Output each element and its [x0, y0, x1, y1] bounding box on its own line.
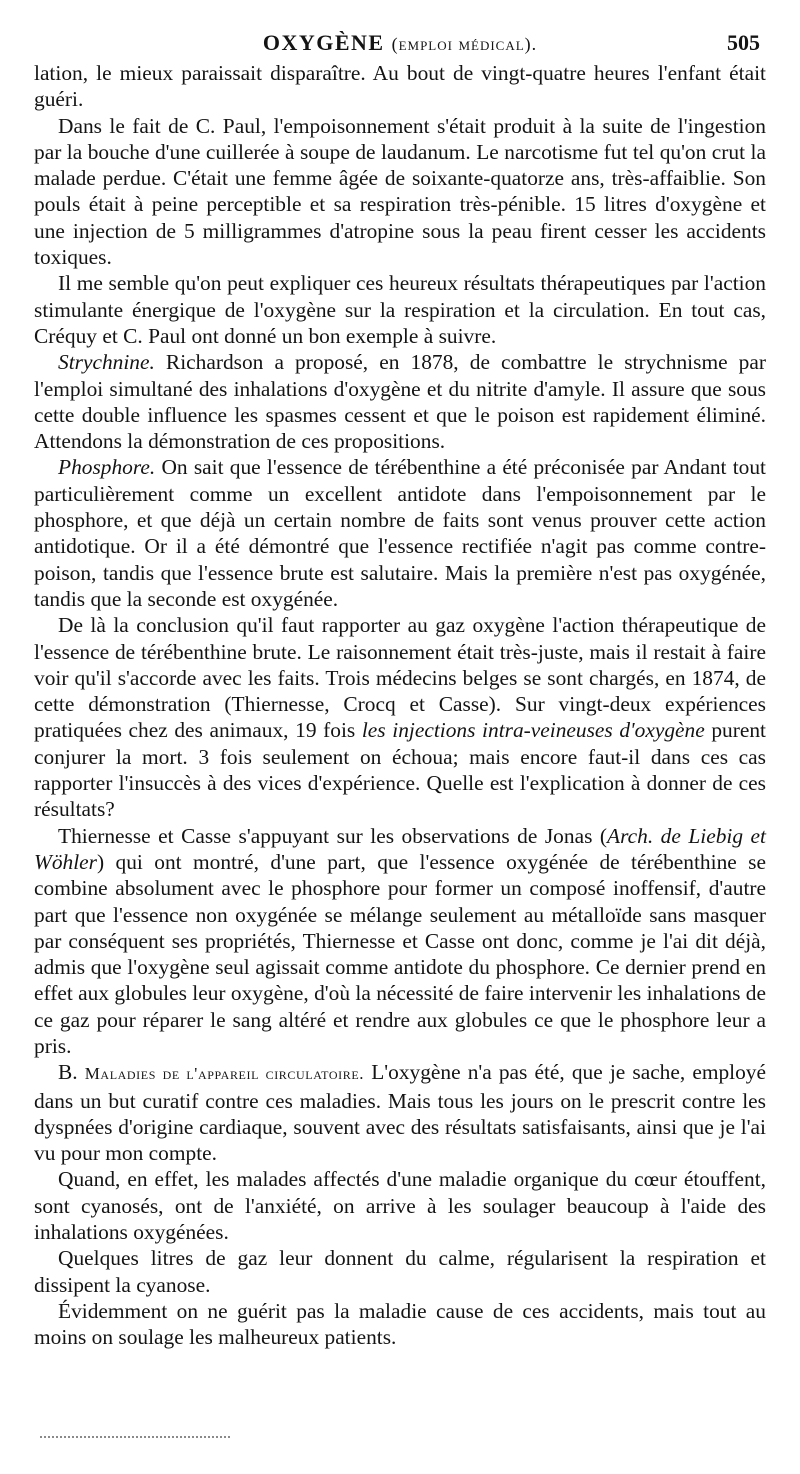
running-title-main: OXYGÈNE	[262, 30, 385, 55]
paragraph	[34, 612, 766, 822]
text-run: Thiernesse et Casse s'appuyant sur les observations de Jonas (	[58, 823, 608, 848]
text-run: lation, le mieux paraissait disparaître. Au bout de vingt-quatre heures l'enfant était guéri.	[34, 61, 766, 112]
paragraph	[34, 1298, 766, 1351]
paragraph	[34, 454, 766, 612]
text-run: ) qui ont montré, d'une part, que l'essence oxygénée de térébenthine se combine absolument avec le phosphore pour former un composé inoffensif, d'autre part que l'essence non oxygénée se mélange seulement au métalloïde sans masquer par conséquent ses propriétés, Thiernesse et Casse ont donc, comme je l'ai dit déjà, admis que l'oxygène seul agissait comme antidote du phosphore. Ce dernier prend en effet aux globules leur oxygène, d'où la nécessité de faire intervenir les inhalations de ce gaz pour réparer le sang altéré et rendre aux globules ce que le phosphore leur a pris.	[34, 849, 766, 1058]
italic-text: Arch. de Liebig et Wöhler	[34, 823, 766, 874]
footer-rule	[40, 1436, 230, 1438]
text-run: Dans le fait de C. Paul, l'empoisonnement s'était produit à la suite de l'ingestion par la bouche d'une cuillerée à soupe de laudanum. Le narcotisme fut tel qu'on crut la malade perdue. C'était une femme âgée de soixante-quatorze ans, très-affaiblie. Son pouls était à peine perceptible et sa respiration très-pénible. 15 litres d'oxygène et une injection de 5 milligrammes d'atropine sous la peau firent cesser les accidents toxiques.	[34, 113, 766, 270]
text-run: L'oxygène n'a pas été, que je sache, employé dans un but curatif contre ces maladies. Mais tous les jours on le prescrit contre les dyspnées d'origine cardiaque, souvent avec des résultats satisfaisants, ainsi que je l'ai vu pour mon compte.	[34, 1060, 766, 1166]
italic-text: Strychnine.	[58, 350, 155, 375]
text-run: On sait que l'essence de térébenthine a été préconisée par Andant tout particulièrement comme un excellent antidote dans l'empoisonnement par le phosphore, et que déjà un certain nombre de faits sont venus prouver cette action antidotique. Or il a été démontré que l'essence rectifiée n'agit pas comme contre-poison, tandis que l'essence brute est salutaire. Mais la première n'est pas oxygénée, tandis que la seconde est oxygénée.	[34, 455, 766, 611]
text-run: purent conjurer la mort. 3 fois seulement on échoua; mais encore faut-il dans ces cas rapporter l'insuccès à des vices d'expérience. Quelle est l'explication à donner de ces résultats?	[34, 718, 766, 822]
paragraph	[34, 349, 766, 454]
paragraph	[34, 60, 766, 113]
paragraph	[34, 1059, 766, 1166]
running-title-subtitle: (emploi médical).	[391, 34, 538, 54]
running-head	[34, 26, 766, 60]
paragraph	[34, 823, 766, 1060]
paragraph	[34, 1245, 766, 1298]
book-page	[34, 26, 766, 1351]
running-title	[34, 30, 766, 56]
paragraph	[34, 270, 766, 349]
text-run: Quand, en effet, les malades affectés d'une maladie organique du cœur étouffent, sont cyanosés, ont de l'anxiété, on arrive à les soulager beaucoup à l'aide des inhalations oxygénées.	[34, 1167, 766, 1245]
body-text	[34, 60, 766, 1351]
text-run: B.	[58, 1060, 85, 1085]
text-run: Richardson a proposé, en 1878, de combattre le strychnisme par l'emploi simultané des inhalations d'oxygène et du nitrite d'amyle. Il assure que sous cette double influence les spasmes cessent et que le poison est rapidement éliminé. Attendons la démonstration de ces propositions.	[34, 350, 766, 454]
text-run: De là la conclusion qu'il faut rapporter au gaz oxygène l'action thérapeutique de l'essence de térébenthine brute. Le raisonnement était très-juste, mais il restait à faire voir qu'il s'accorde avec les faits. Trois médecins belges se sont chargés, en 1874, de cette démonstration (Thiernesse, Crocq et Casse). Sur vingt-deux expériences pratiquées chez des animaux, 19 fois	[34, 613, 766, 743]
italic-text: Phosphore.	[58, 455, 156, 480]
page-number: 505	[727, 30, 760, 55]
text-run: Évidemment on ne guérit pas la maladie cause de ces accidents, mais tout au moins on soulage les malheureux patients.	[34, 1298, 766, 1350]
section-heading: Maladies de l'appareil circulatoire.	[84, 1064, 365, 1084]
text-run: Quelques litres de gaz leur donnent du calme, régularisent la respiration et dissipent la cyanose.	[34, 1246, 766, 1297]
text-run: Il me semble qu'on peut expliquer ces heureux résultats thérapeutiques par l'action stimulante énergique de l'oxygène sur la respiration et la circulation. En tout cas, Créquy et C. Paul ont donné un bon exemple à suivre.	[34, 271, 766, 348]
paragraph	[34, 1166, 766, 1245]
paragraph	[34, 113, 766, 271]
italic-text: les injections intra-veineuses d'oxygène	[361, 718, 705, 743]
